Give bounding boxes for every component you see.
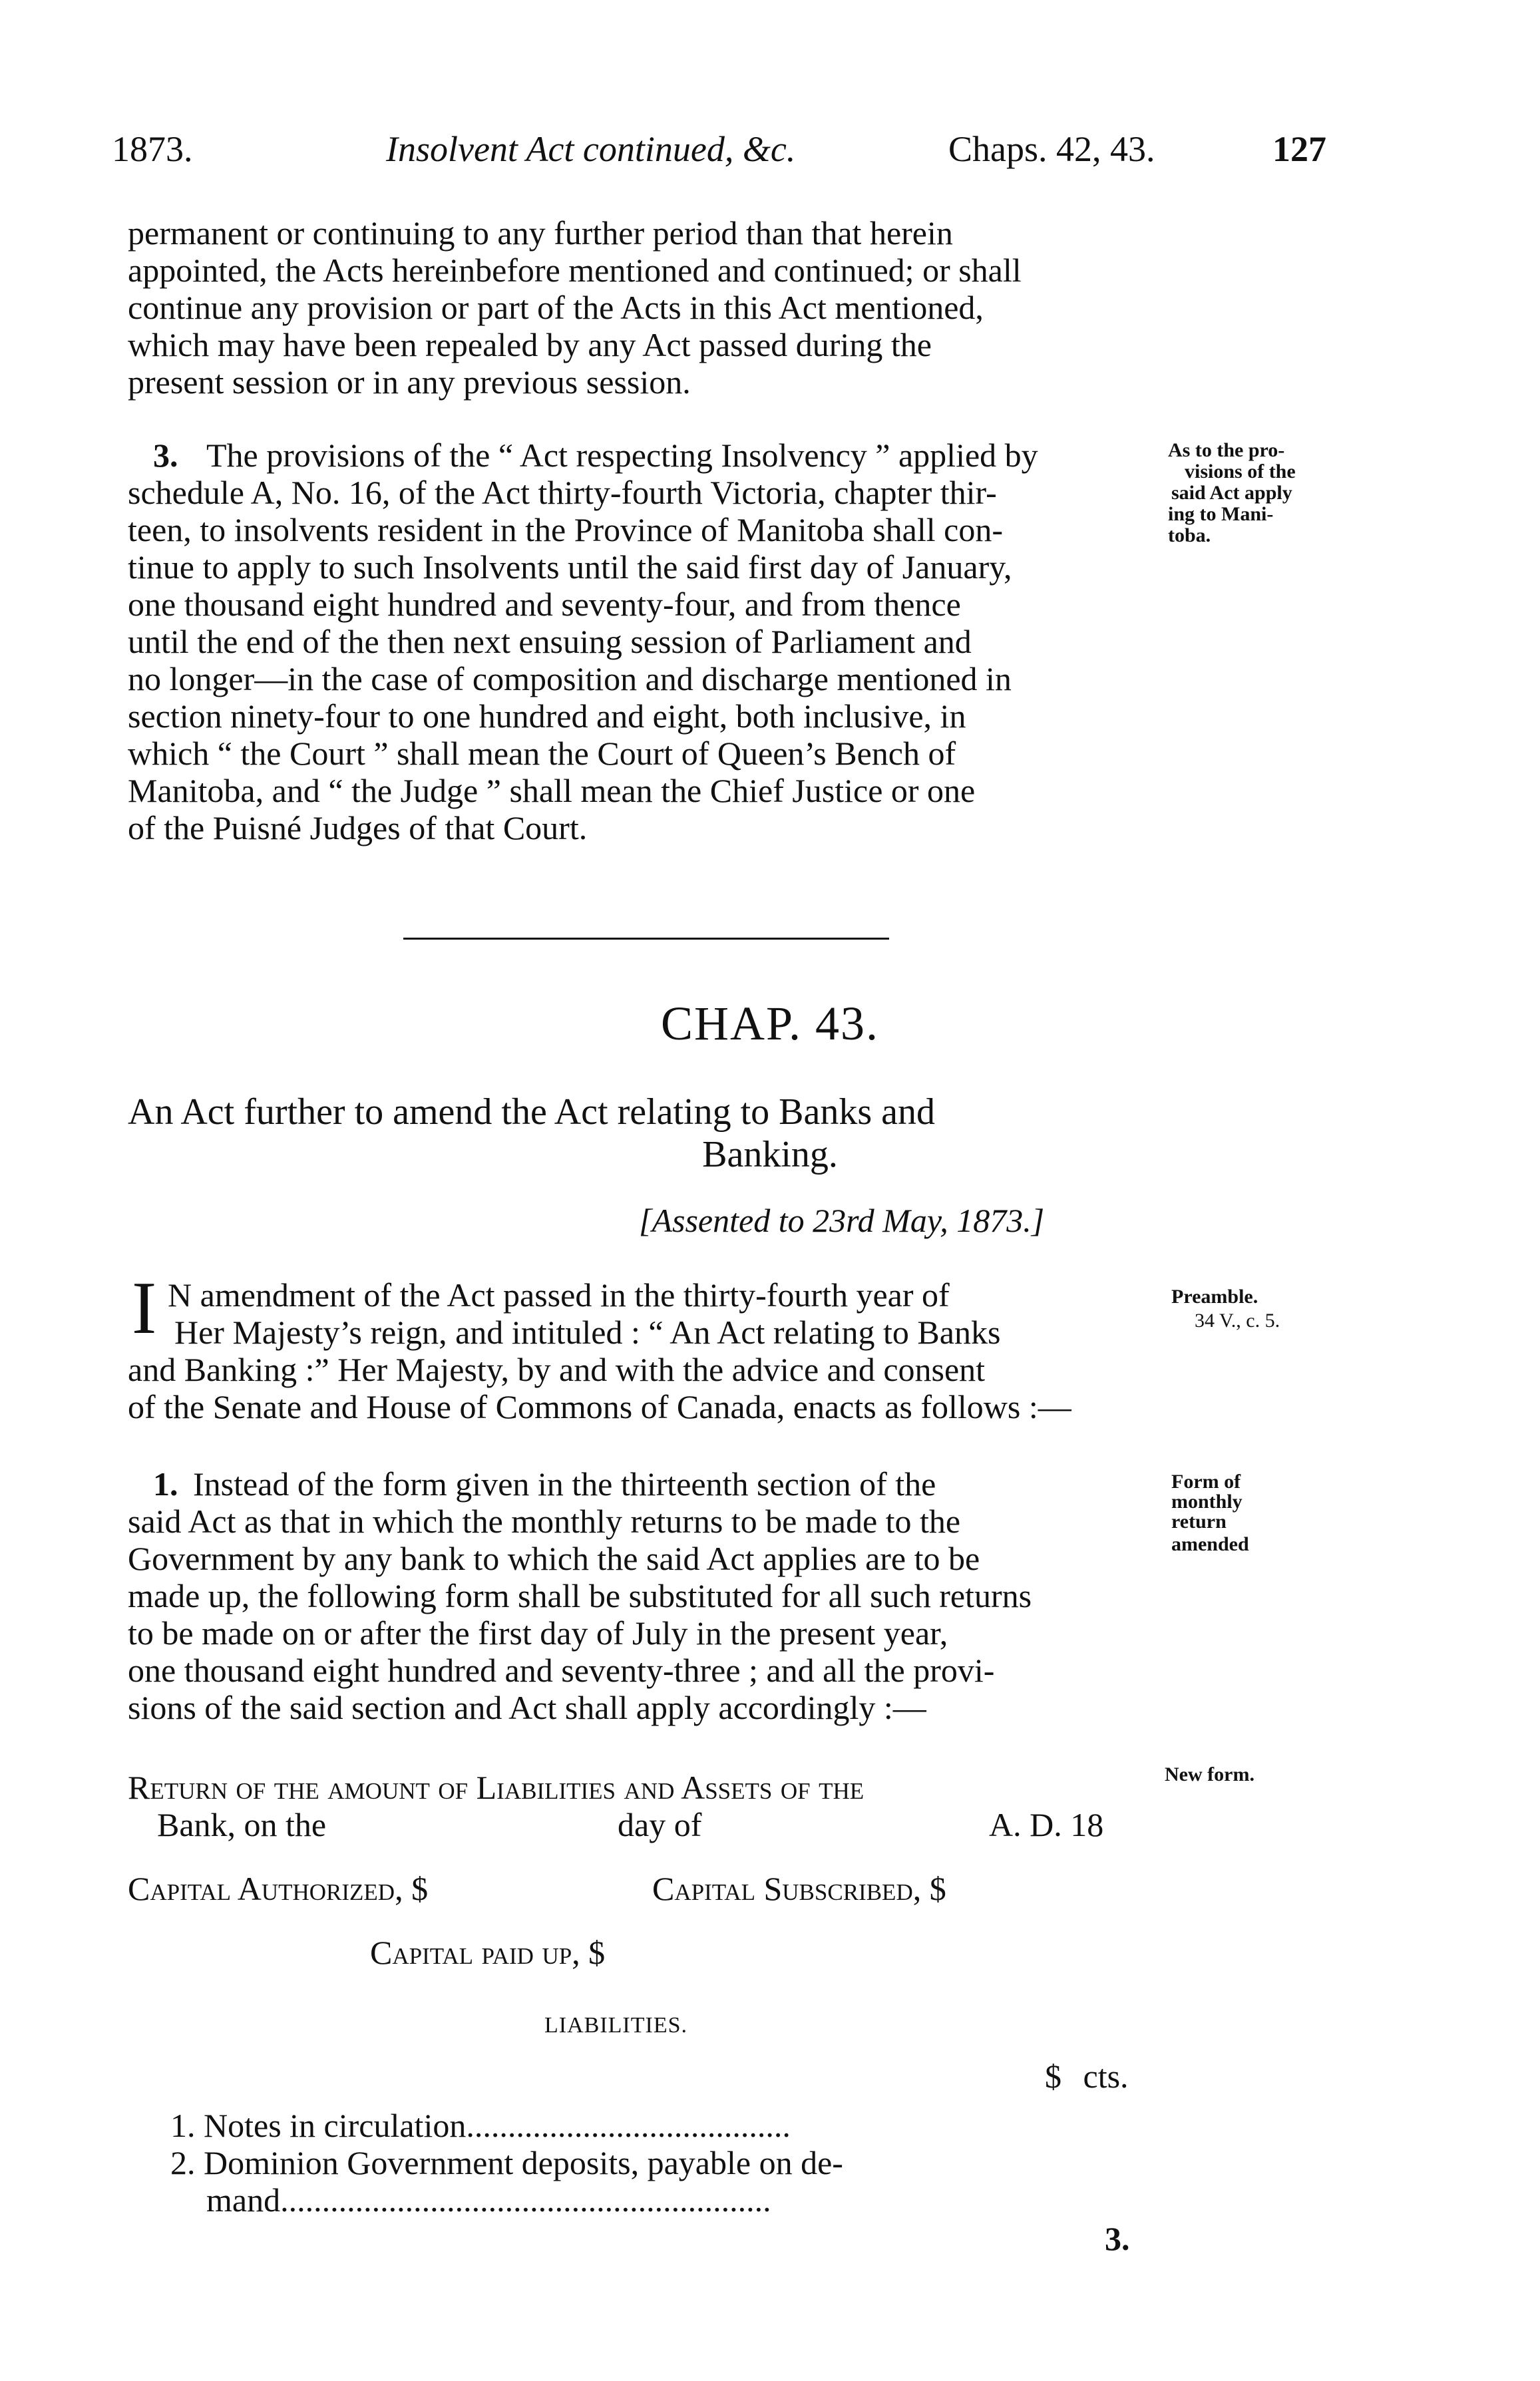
chapter-title-line-2: Banking.	[702, 1134, 838, 1175]
liability-item: 1. Notes in circulation.......................................	[170, 2107, 791, 2144]
margin-line: amended	[1171, 1533, 1249, 1555]
text-line: sions of the said section and Act shall apply accordingly :—	[128, 1689, 926, 1726]
text-line: of the Senate and House of Commons of Canada, enacts as follows :—	[128, 1388, 1071, 1425]
drop-cap: I	[132, 1267, 157, 1350]
margin-line: toba.	[1168, 524, 1211, 546]
margin-line: Preamble.	[1171, 1286, 1258, 1308]
header-chapters: Chaps. 42, 43.	[948, 129, 1155, 169]
text-line: present session or in any previous session.	[128, 363, 691, 401]
text-line: and Banking :” Her Majesty, by and with the advice and consent	[128, 1351, 986, 1388]
text-line: Her Majesty’s reign, and intituled : “ An Act relating to Banks	[174, 1314, 1001, 1351]
running-title: Insolvent Act continued, &c.	[386, 129, 796, 169]
text-line: said Act as that in which the monthly returns to be made to the	[128, 1503, 961, 1540]
section-divider	[403, 938, 889, 940]
text-line: Government by any bank to which the said Act applies are to be	[128, 1540, 980, 1577]
margin-line-new-form: New form.	[1165, 1763, 1254, 1785]
margin-line: 34 V., c. 5.	[1195, 1310, 1280, 1332]
text-line: N amendment of the Act passed in the thirty-fourth year of	[168, 1276, 950, 1314]
text-line: of the Puisné Judges of that Court.	[128, 809, 588, 846]
capital-authorized: Capital Authorized, $	[128, 1870, 429, 1907]
text-line: until the end of the then next ensuing session of Parliament and	[128, 623, 972, 660]
return-year-label: A. D. 18	[989, 1806, 1104, 1843]
text-line: one thousand eight hundred and seventy-three ; and all the provi-	[128, 1652, 995, 1689]
margin-line: said Act apply	[1171, 482, 1292, 504]
margin-line: return	[1171, 1511, 1227, 1533]
text-line: schedule A, No. 16, of the Act thirty-fourth Victoria, chapter thir-	[128, 474, 997, 511]
text-line: section ninety-four to one hundred and eight, both inclusive, in	[128, 697, 966, 735]
margin-line: monthly	[1171, 1491, 1243, 1513]
margin-line: As to the pro-	[1168, 439, 1285, 461]
capital-paid-up: Capital paid up, $	[370, 1934, 606, 1971]
return-day-label: day of	[618, 1806, 702, 1843]
catchword: 3.	[1105, 2220, 1130, 2257]
text-line: appointed, the Acts hereinbefore mentioned and continued; or shall	[128, 252, 1022, 289]
margin-line: ing to Mani-	[1168, 503, 1274, 525]
text-line: Instead of the form given in the thirteenth section of the	[193, 1465, 936, 1503]
text-line: tinue to apply to such Insolvents until the said first day of January,	[128, 548, 1012, 586]
return-heading: Return of the amount of Liabilities and Assets of the	[128, 1769, 865, 1806]
chapter-heading: CHAP. 43.	[660, 997, 880, 1050]
margin-line: visions of the	[1185, 460, 1296, 482]
capital-subscribed: Capital Subscribed, $	[652, 1870, 946, 1907]
liability-item: 2. Dominion Government deposits, payable on de-	[170, 2144, 843, 2181]
text-line: which “ the Court ” shall mean the Court of Queen’s Bench of	[128, 735, 956, 772]
section-number: 3.	[153, 437, 178, 474]
header-year: 1873.	[112, 129, 193, 169]
liability-item: mand...........................................................	[206, 2181, 771, 2219]
liabilities-heading: LIABILITIES.	[544, 2013, 688, 2038]
text-line: The provisions of the “ Act respecting Insolvency ” applied by	[206, 437, 1038, 474]
margin-line: Form of	[1171, 1471, 1241, 1493]
chapter-title-line-1: An Act further to amend the Act relating to Banks and	[128, 1091, 936, 1133]
section-number: 1.	[153, 1465, 178, 1503]
return-bank-label: Bank, on the	[157, 1806, 327, 1843]
text-line: Manitoba, and “ the Judge ” shall mean the Chief Justice or one	[128, 772, 976, 809]
text-line: teen, to insolvents resident in the Province of Manitoba shall con-	[128, 511, 1003, 548]
text-line: one thousand eight hundred and seventy-four, and from thence	[128, 586, 961, 623]
column-headings: $ cts.	[1045, 2058, 1129, 2095]
text-line: continue any provision or part of the Acts in this Act mentioned,	[128, 289, 984, 326]
assent-date: [Assented to 23rd May, 1873.]	[639, 1202, 1045, 1239]
text-line: no longer—in the case of composition and discharge mentioned in	[128, 660, 1012, 697]
text-line: permanent or continuing to any further period than that herein	[128, 214, 953, 252]
page-number: 127	[1272, 129, 1326, 169]
text-line: which may have been repealed by any Act passed during the	[128, 326, 932, 363]
text-line: to be made on or after the first day of July in the present year,	[128, 1614, 948, 1652]
text-line: made up, the following form shall be substituted for all such returns	[128, 1577, 1032, 1614]
